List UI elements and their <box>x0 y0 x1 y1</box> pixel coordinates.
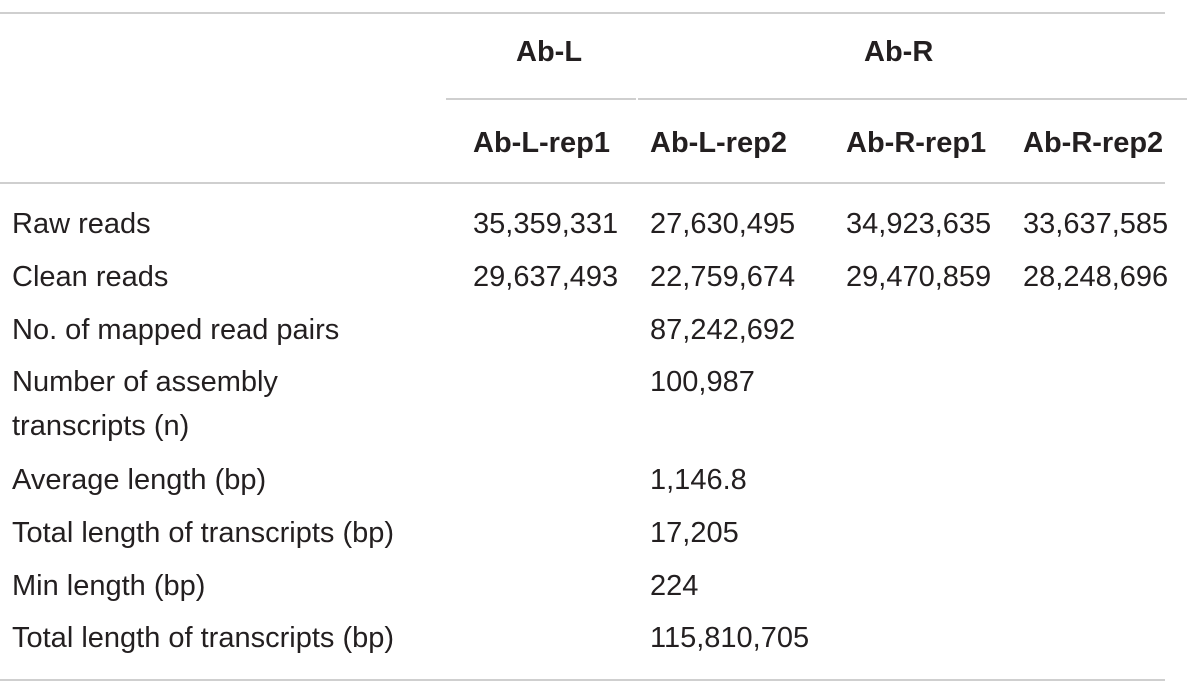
column-header-ab-l-rep1: Ab-L-rep1 <box>473 127 610 159</box>
cell-total-length-transcripts: 17,205 <box>650 517 739 549</box>
cell-raw-reads-ab-l-rep1: 35,359,331 <box>473 208 619 240</box>
row-label-mapped-read-pairs: No. of mapped read pairs <box>12 314 340 346</box>
group-rule-ab-l <box>446 98 636 100</box>
row-label-raw-reads: Raw reads <box>12 208 151 240</box>
cell-clean-reads-ab-l-rep2: 22,759,674 <box>650 261 796 293</box>
cell-raw-reads-ab-r-rep1: 34,923,635 <box>846 208 992 240</box>
row-label-min-length: Min length (bp) <box>12 570 206 602</box>
cell-average-length: 1,146.8 <box>650 464 747 496</box>
header-bottom-rule <box>0 182 1165 184</box>
group-header-ab-l: Ab-L <box>516 36 583 68</box>
cell-clean-reads-ab-l-rep1: 29,637,493 <box>473 261 619 293</box>
cell-assembly-transcripts: 100,987 <box>650 366 755 398</box>
cell-min-length: 224 <box>650 570 699 602</box>
column-header-ab-l-rep2: Ab-L-rep2 <box>650 127 787 159</box>
cell-clean-reads-ab-r-rep2: 28,248,696 <box>1023 261 1169 293</box>
cell-mapped-read-pairs: 87,242,692 <box>650 314 796 346</box>
row-label-clean-reads: Clean reads <box>12 261 169 293</box>
cell-raw-reads-ab-l-rep2: 27,630,495 <box>650 208 796 240</box>
column-header-ab-r-rep2: Ab-R-rep2 <box>1023 127 1164 159</box>
row-label-average-length: Average length (bp) <box>12 464 267 496</box>
cell-total-length-transcripts-2: 115,810,705 <box>650 622 810 654</box>
group-header-ab-r: Ab-R <box>864 36 934 68</box>
column-header-ab-r-rep1: Ab-R-rep1 <box>846 127 987 159</box>
table-top-rule <box>0 12 1165 14</box>
group-rule-ab-r <box>638 98 1187 100</box>
row-label-assembly-transcripts: Number of assembly transcripts (n) <box>12 366 278 442</box>
row-label-total-length-transcripts-2: Total length of transcripts (bp) <box>12 622 395 654</box>
cell-raw-reads-ab-r-rep2: 33,637,585 <box>1023 208 1169 240</box>
cell-clean-reads-ab-r-rep1: 29,470,859 <box>846 261 992 293</box>
row-label-total-length-transcripts: Total length of transcripts (bp) <box>12 517 395 549</box>
table-bottom-rule <box>0 679 1165 681</box>
